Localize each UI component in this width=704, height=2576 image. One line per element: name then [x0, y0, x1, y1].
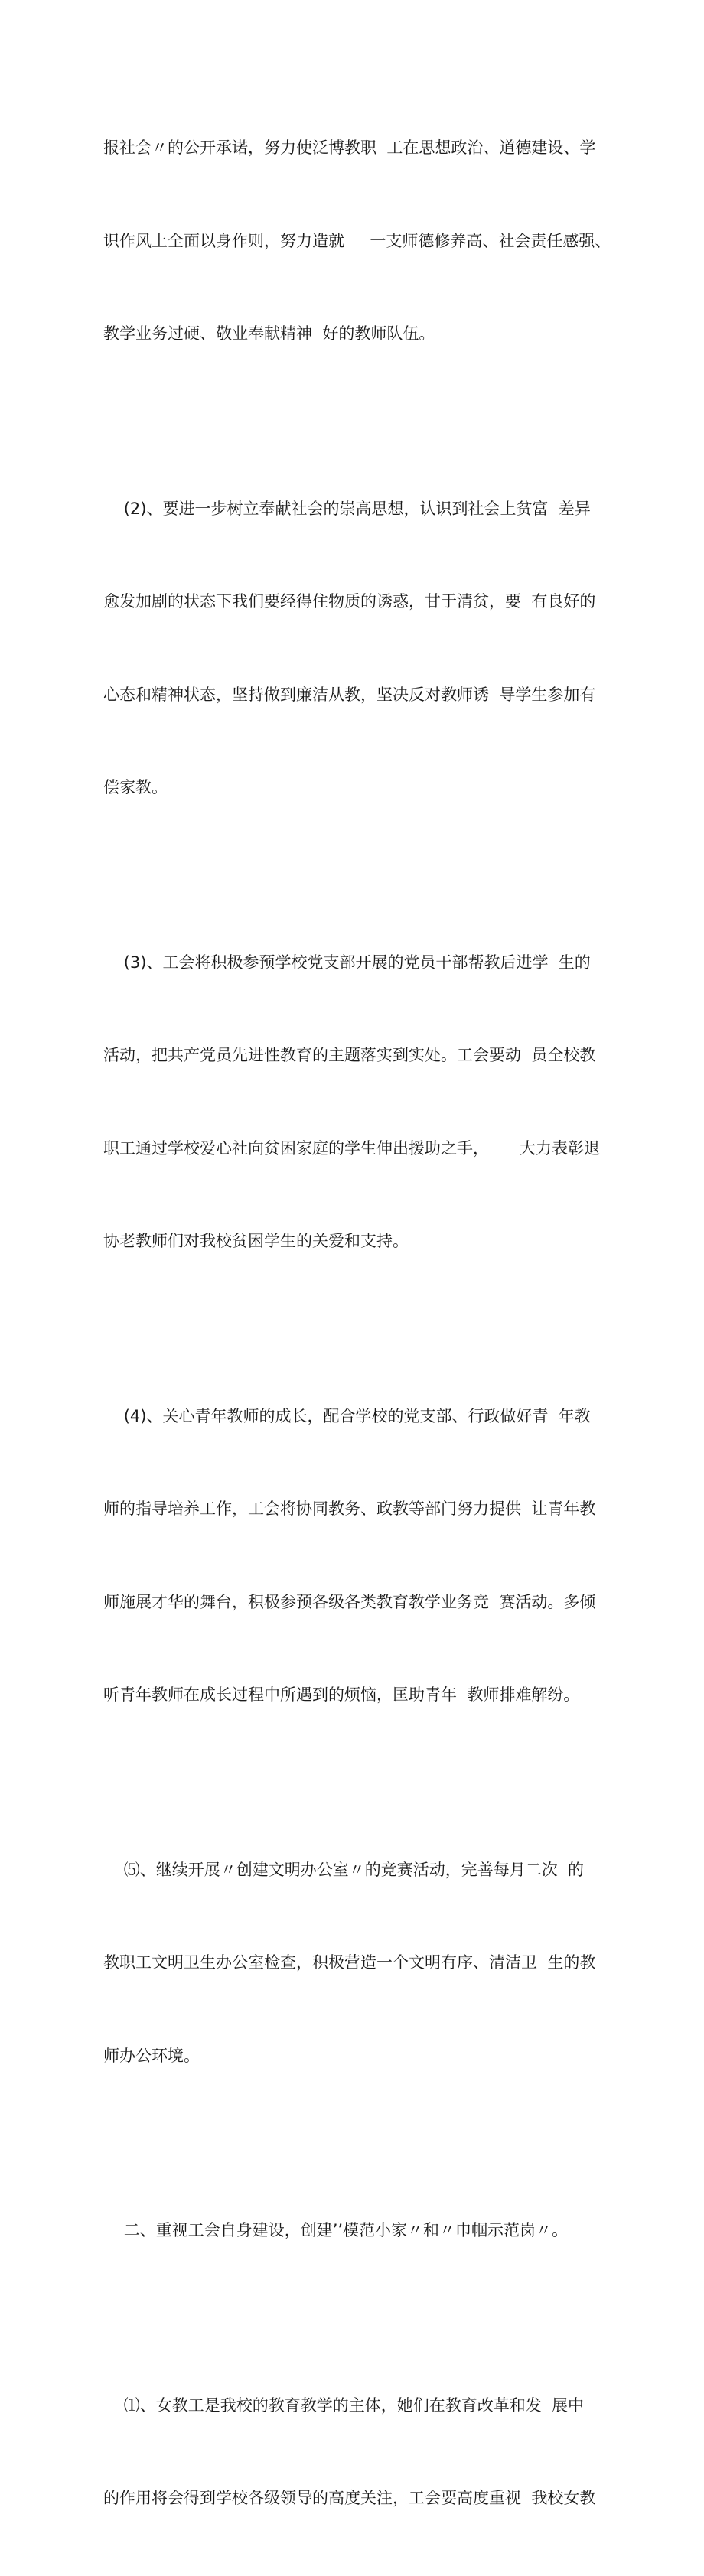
text-line: 二、重视工会自身建设，创建’’模范小家〃和〃巾帼示范岗〃。 — [103, 2221, 569, 2239]
text-line: 师施展才华的舞台，积极参预各级各类教育教学业务竞 赛活动。多倾 — [103, 1592, 596, 1611]
text-line: 职工通过学校爱心社向贫困家庭的学生伸出援助之手， 大力表彰退 — [103, 1138, 601, 1158]
document-body — [103, 70, 611, 2576]
text-line: 愈发加剧的状态下我们要经得住物质的诱惑，甘于清贫，要 有良好的 — [103, 592, 596, 611]
text-line: 活动，把共产党员先进性教育的主题落实到实处。工会要动 员全校教 — [103, 1046, 596, 1064]
text-line: (2)、要进一步树立奉献社会的崇高思想，认识到社会上贫富 差异 — [103, 499, 591, 518]
text-line: 师的指导培养工作，工会将协同教务、政教等部门努力提供 让青年教 — [103, 1500, 596, 1518]
text-line: 心态和精神状态，坚持做到廉洁从教，坚决反对教师诱 导学生参加有 — [103, 685, 596, 704]
text-line: ⑴、女教工是我校的教育教学的主体，她们在教育改革和发 展中 — [103, 2395, 585, 2415]
paragraph-5 — [103, 1793, 608, 2134]
text-line: 听青年教师在成长过程中所遇到的烦恼，匡助青年 教师排难解纷。 — [103, 1685, 580, 1704]
text-line: ⑸、继续开展〃创建文明办公室〃的竞赛活动，完善每月二次 的 — [103, 1860, 585, 1879]
paragraph-1 — [103, 70, 611, 412]
text-line: 协老教师们对我校贫困学生的关爱和支持。 — [103, 1232, 409, 1250]
text-line: 教学业务过硬、敬业奉献精神 好的教师队伍。 — [103, 324, 435, 343]
text-line: 的作用将会得到学校各级领导的高度关注，工会要高度重视 我校女教 — [103, 2489, 596, 2507]
text-line: 识作风上全面以身作则，努力造就 一支师德修养高、社会责任感强、 — [103, 231, 611, 250]
text-line: 教职工文明卫生办公室检查，积极营造一个文明有序、清洁卫 生的教 — [103, 1953, 596, 1972]
paragraph-3 — [103, 885, 608, 1319]
text-line: 师办公环境。 — [103, 2046, 200, 2065]
paragraph-6 — [103, 2328, 608, 2576]
text-line: (3)、工会将积极参预学校党支部开展的党员干部帮教后进学 生的 — [103, 953, 591, 972]
paragraph-2 — [103, 432, 608, 865]
text-line: 报社会〃的公开承诺，努力使泛博教职 工在思想政治、道德建设、学 — [103, 138, 596, 157]
section-heading — [103, 2153, 608, 2308]
text-line: 偿家教。 — [103, 778, 168, 796]
paragraph-4 — [103, 1339, 608, 1773]
text-line: (4)、关心青年教师的成长，配合学校的党支部、行政做好青 年教 — [103, 1406, 591, 1425]
